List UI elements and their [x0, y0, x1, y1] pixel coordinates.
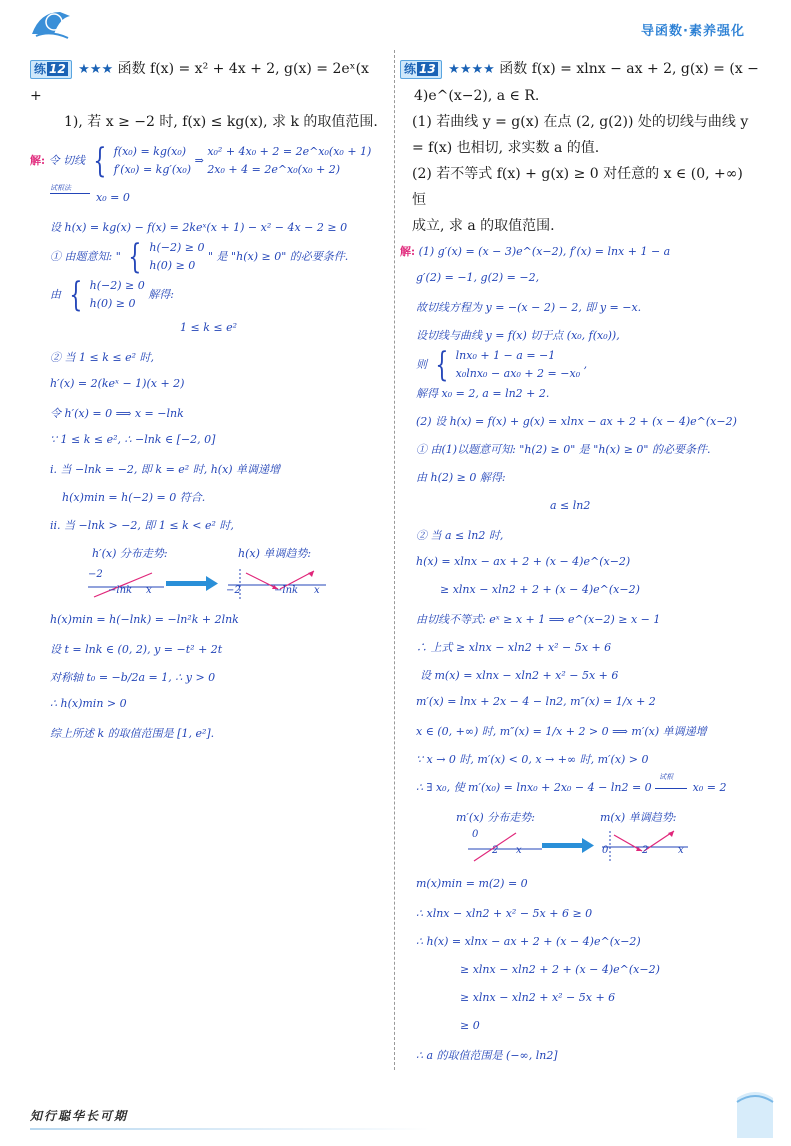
problem-12-statement: 练 12 ★★★ 函数 f(x) = x² + 4x + 2, g(x) = 2eˣ(x + [30, 61, 369, 104]
problem-12-solution: 解: 令 切线 { f(x₀) = kg(x₀) f′(x₀) = kg′(x₀) ⇒ x₀² + 4x₀ + 2 = 2e^x₀(x₀ + 1) 2x₀ + 4 = 2e^x₀(x₀ + 2) 试根法 x₀ = 0 设 h(x) = kg(x) − f(x) = 2keˣ(x + 1) − x² − 4x − 2 ≥ 0 ① 由题意知: " { h(−2) ≥ 0 h(0) ≥ 0 " 是 "h(x) ≥ 0" 的必要条件. 由 { h(−2) ≥ 0 h(0) ≥ 0 解得: 1 ≤ k ≤ e² ② 当 1 ≤ k ≤ e² 时, h′(x) = 2(keˣ − 1)(x + 2) 令 h′(x) = 0 ⟹ x = −lnk ∵ 1 ≤ k ≤ e², ∴ −lnk ∈ [−2, 0] i. 当 −lnk = −2, 即 k = e² 时, h(x) 单调递增 h(x)min = h(−2) = 0 符合. ii. 当 −lnk > −2, 即 1 ≤ k < e² 时, h′(x) 分布走势: h(x) 单调趋势: −2 −lnk x −2 −lnk x h(x)min = h(−lnk) = −ln²k + 2lnk 设 t = lnk ∈ (0, 2), y = −t² + 2t 对称轴 t₀ = −b/2a = 1, ∴ y > 0 ∴ h(x)min > 0 综上所述 k 的取值范围是 [1, e²]. [30, 141, 372, 740]
footer-bar [30, 1128, 430, 1130]
problem-13-part2: (2) 若不等式 f(x) + g(x) ≥ 0 对任意的 x ∈ (0, +∞) 恒 成立, 求 a 的取值范围. [412, 166, 743, 234]
problem-13-solution: 解: (1) g′(x) = (x − 3)e^(x−2), f′(x) = lnx + 1 − a g′(2) = −1, g(2) = −2, 故切线方程为 y = −(x − 2) − 2, 即 y = −x. 设切线与曲线 y = f(x) 切于点 (x₀, f(x₀)), 则 { lnx₀ + 1 − a = −1 x₀lnx₀ − ax₀ + 2 = −x₀ , 解得 x₀ = 2, a = ln2 + 2. (2) 设 h(x) = f(x) + g(x) = xlnx − ax + 2 + (x − 4)e^(x−2) ① 由(1)以题意可知: "h(2) ≥ 0" 是 "h(x) ≥ 0" 的必要条件. 由 h(2) ≥ 0 解得: a ≤ ln2 ② 当 a ≤ ln2 时, h(x) = xlnx − ax + 2 + (x − 4)e^(x−2) ≥ xlnx − xln2 + 2 + (x − 4)e^(x−2) 由切线不等式: eˣ ≥ x + 1 ⟹ e^(x−2) ≥ x − 1 ∴ 上式 ≥ xlnx − xln2 + x² − 5x + 6 设 m(x) = xlnx − xln2 + x² − 5x + 6 m′(x) = lnx + 2x − 4 − ln2, m″(x) = 1/x + 2 x ∈ (0, +∞) 时, m″(x) = 1/x + 2 > 0 ⟹ m′(x) 单调递增 ∵ x → 0 时, m′(x) < 0, x → +∞ 时, m′(x) > 0 ∴ ∃ x₀, 使 m′(x₀) = lnx₀ + 2x₀ − 4 − ln2 = 0 试根 x₀ = 2 m′(x) 分布走势: m(x) 单调趋势: 0 2 x 0 2 x m(x)min = m(2) = 0 ∴ xlnx − xln2 + x² − 5x + 6 ≥ 0 ∴ h(x) = xlnx − ax + 2 + (x − 4)e^(x−2) ≥ xlnx − xln2 + 2 + (x − 4)e^(x−2) ≥ xlnx − xln2 + x² − 5x + 6 ≥ 0 ∴ a 的取值范围是 (−∞, ln2] [400, 245, 737, 1062]
difficulty-stars: ★★★★ [448, 62, 495, 77]
page-curl-icon [733, 1088, 777, 1138]
problem-13-statement: 练 13 ★★★★ 函数 f(x) = xlnx − ax + 2, g(x) = (x − [400, 56, 760, 83]
problem-tag: 练 13 [400, 60, 442, 79]
arrow-icon [542, 837, 596, 853]
problem-tag: 练 12 [30, 60, 72, 79]
problem-12-statement-cont: 1), 若 x ≥ −2 时, f(x) ≤ kg(x), 求 k 的取值范围. [64, 114, 378, 130]
problem-13: 练 13 ★★★★ 函数 f(x) = xlnx − ax + 2, g(x) = (x − 4)e^(x−2), a ∈ R. (1) 若曲线 y = g(x) 在点 (2, g(2)) 处的切线与曲线 y = f(x) 也相切, 求实数 a 的值. (2) 若不等式 f(x) + g(x) ≥ 0 对任意的 x ∈ (0, +∞) 恒 成立, 求 a 的取值范围. 解: (1) g′(x) = (x − 3)e^(x−2), f′(x) = lnx + 1 − a g′(2) = −1, g(2) = −2, 故切线方程为 y = −(x − 2) − 2, 即 y = −x. 设切线与曲线 y = f(x) 切于点 (x₀, f(x₀)), 则 { lnx₀ + 1 − a = −1 x₀lnx₀ − ax₀ + 2 = −x₀ , 解得 x₀ = 2, a = ln2 + 2. (2) 设 h(x) = f(x) + g(x) = xlnx − ax + 2 + (x − 4)e^(x−2) ① 由(1)以题意可知: "h(2) ≥ 0" 是 "h(x) ≥ 0" 的必要条件. 由 h(2) ≥ 0 解得: a ≤ ln2 ② 当 a ≤ ln2 时, h(x) = xlnx − ax + 2 + (x − 4)e^(x−2) ≥ xlnx − xln2 + 2 + (x − 4)e^(x−2) 由切线不等式: eˣ ≥ x + 1 ⟹ e^(x−2) ≥ x − 1 ∴ 上式 ≥ xlnx − xln2 + x² − 5x + 6 设 m(x) = xlnx − xln2 + x² − 5x + 6 m′(x) = lnx + 2x − 4 − ln2, m″(x) = 1/x + 2 x ∈ (0, +∞) 时, m″(x) = 1/x + 2 > 0 ⟹ m′(x) 单调递增 ∵ x → 0 时, m′(x) < 0, x → +∞ 时, m′(x) > 0 ∴ ∃ x₀, 使 m′(x₀) = lnx₀ + 2x₀ − 4 − ln2 = 0 试根 x₀ = 2 m′(x) 分布走势: m(x) 单调趋势: 0 2 x 0 2 x m(x)min = m(2) = 0 ∴ xlnx − xln2 + x² − 5x + 6 ≥ 0 ∴ h(x) = xlnx − ax + 2 + (x − 4)e^(x−2) ≥ xlnx − xln2 + 2 + (x − 4)e^(x−2) ≥ xlnx − xln2 + x² − 5x + 6 ≥ 0 ∴ a 的取值范围是 (−∞, ln2] [400, 56, 760, 1099]
difficulty-stars: ★★★ [78, 62, 114, 77]
publisher-logo [30, 8, 72, 42]
arrow-icon [166, 575, 220, 591]
column-divider [394, 50, 395, 1070]
problem-13-part1: (1) 若曲线 y = g(x) 在点 (2, g(2)) 处的切线与曲线 y = f(x) 也相切, 求实数 a 的值. [412, 114, 749, 156]
header-title: 导函数·素养强化 [641, 24, 745, 39]
footer-slogan: 知行聪华长可期 [30, 1109, 129, 1123]
problem-12 [30, 56, 382, 755]
